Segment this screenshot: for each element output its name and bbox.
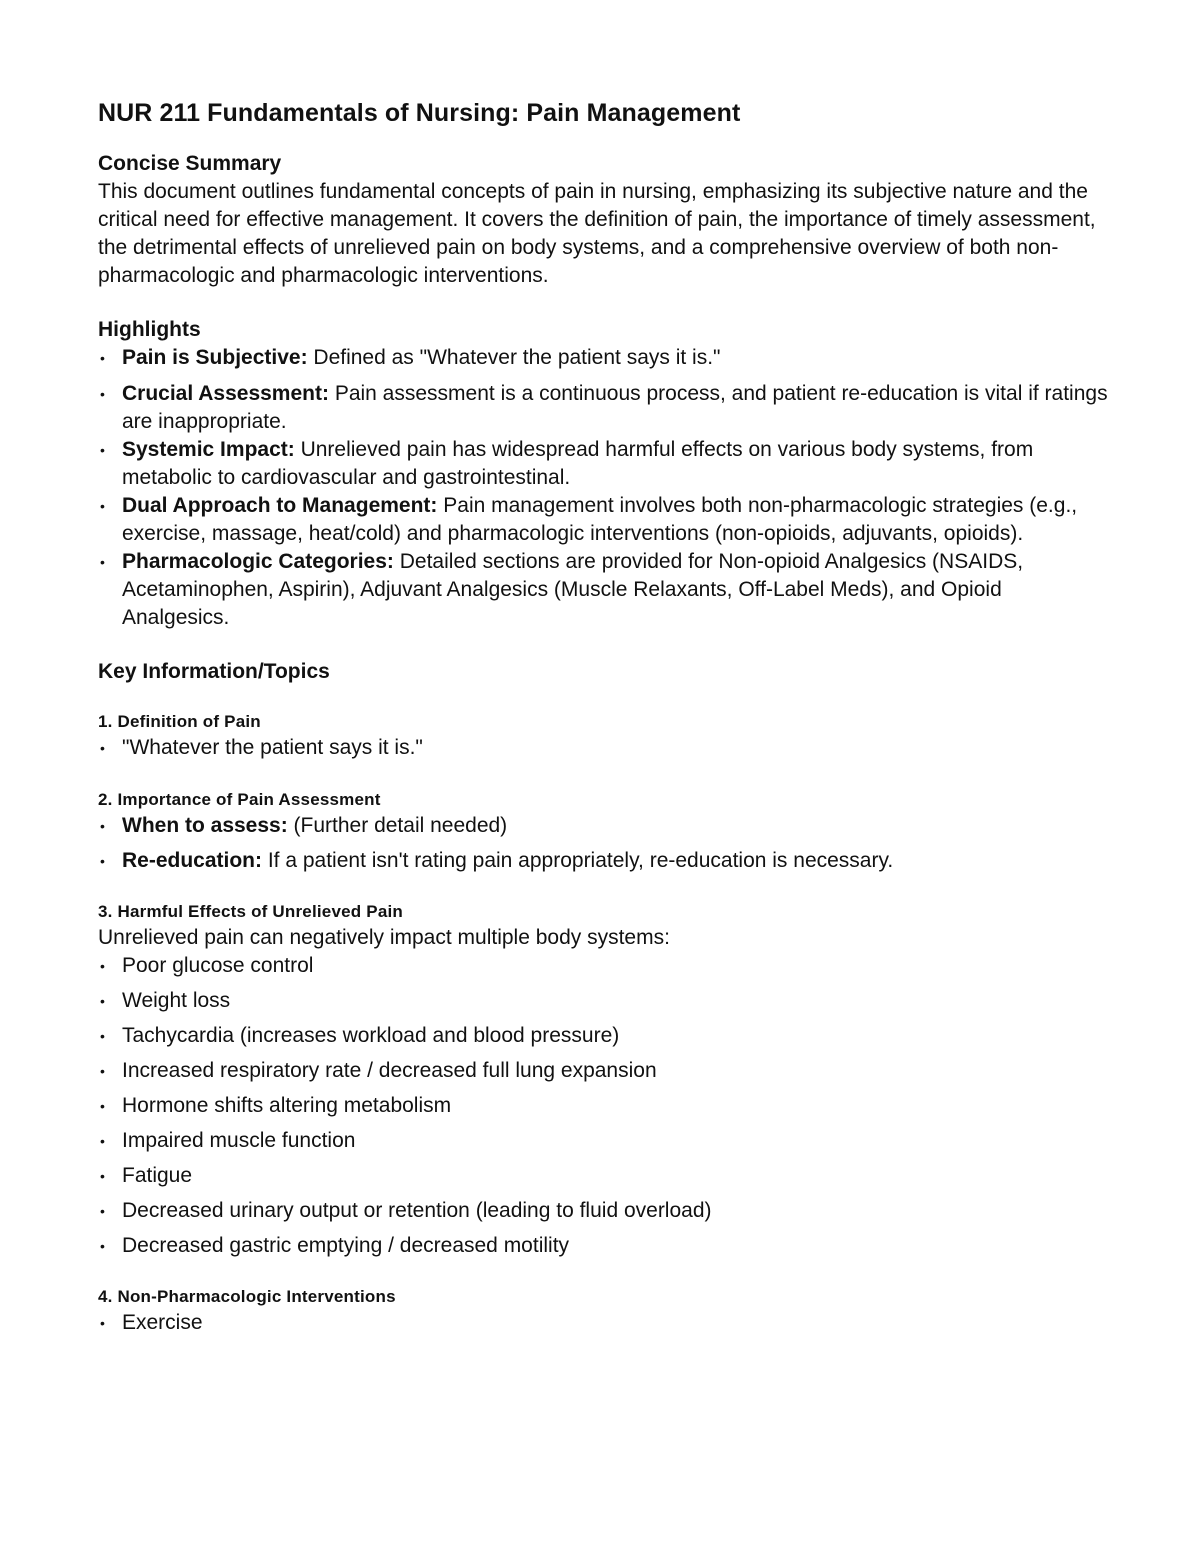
- highlight-text: Pain assessment is a continuous process, and patient re-education is vital if ratings are inappropriate.: [122, 382, 1108, 433]
- list-item: • Exercise: [98, 1309, 1108, 1337]
- assessment-list: [98, 812, 1108, 875]
- item-label: When to assess:: [122, 814, 288, 837]
- section-intro: Unrelieved pain can negatively impact multiple body systems:: [98, 926, 670, 949]
- summary-text: This document outlines fundamental concepts of pain in nursing, emphasizing its subjective nature and the critical need for effective management. It covers the definition of pain, the importance of timely assessment, the detrimental effects of unrelieved pain on body systems, and a comprehensive overview of both non-pharmacologic and pharmacologic interventions.: [98, 180, 1096, 287]
- highlight-label: Pain is Subjective:: [122, 346, 308, 369]
- list-item: • Hormone shifts altering metabolism: [98, 1092, 1108, 1120]
- list-item: [98, 436, 1108, 492]
- highlight-label: Systemic Impact:: [122, 438, 295, 461]
- key-info-heading: Key Information/Topics: [98, 660, 330, 683]
- definition-list: [98, 734, 1108, 762]
- highlight-text: Defined as "Whatever the patient says it is.": [307, 346, 721, 369]
- list-item: [98, 847, 1108, 875]
- list-item: • "Whatever the patient says it is.": [98, 734, 1108, 762]
- list-item: • Decreased gastric emptying / decreased motility: [98, 1232, 1108, 1260]
- list-item: • Fatigue: [98, 1162, 1108, 1190]
- non-pharmacologic-list: [98, 1309, 1108, 1337]
- list-item: • Weight loss: [98, 987, 1108, 1015]
- list-item: • Poor glucose control: [98, 952, 1108, 980]
- document-title: NUR 211 Fundamentals of Nursing: Pain Management: [98, 99, 741, 127]
- highlight-text: Unrelieved pain has widespread harmful effects on various body systems, from metabolic to cardiovascular and gastrointestinal.: [122, 438, 1034, 489]
- section-heading-assessment: 2. Importance of Pain Assessment: [98, 790, 381, 809]
- list-item: [98, 548, 1108, 632]
- section-heading-definition: 1. Definition of Pain: [98, 712, 261, 731]
- highlight-label: Dual Approach to Management:: [122, 494, 438, 517]
- highlight-label: Pharmacologic Categories:: [122, 550, 394, 573]
- list-item: [98, 812, 1108, 840]
- list-item: • Impaired muscle function: [98, 1127, 1108, 1155]
- highlight-text: Detailed sections are provided for Non-opioid Analgesics (NSAIDS, Acetaminophen, Aspirin), Adjuvant Analgesics (Muscle Relaxants, Off-Label Meds), and Opioid Analgesics.: [122, 550, 1024, 629]
- list-item: • Decreased urinary output or retention (leading to fluid overload): [98, 1197, 1108, 1225]
- document-page: [98, 96, 1108, 1337]
- harmful-effects-list: [98, 952, 1108, 1260]
- section-heading-non-pharmacologic: 4. Non-Pharmacologic Interventions: [98, 1287, 396, 1306]
- list-item: [98, 344, 1108, 372]
- item-label: Re-education:: [122, 849, 263, 872]
- list-item: [98, 380, 1108, 436]
- list-item: • Increased respiratory rate / decreased full lung expansion: [98, 1057, 1108, 1085]
- highlight-label: Crucial Assessment:: [122, 382, 329, 405]
- summary-heading: Concise Summary: [98, 152, 282, 175]
- list-item: • Tachycardia (increases workload and blood pressure): [98, 1022, 1108, 1050]
- section-heading-harmful-effects: 3. Harmful Effects of Unrelieved Pain: [98, 902, 403, 921]
- item-text: If a patient isn't rating pain appropriately, re-education is necessary.: [262, 849, 894, 872]
- list-item: [98, 492, 1108, 548]
- highlights-list: [98, 344, 1108, 632]
- highlight-text: Pain management involves both non-pharmacologic strategies (e.g., exercise, massage, heat/cold) and pharmacologic interventions (non-opioids, adjuvants, opioids).: [122, 494, 1078, 545]
- item-text: (Further detail needed): [287, 814, 508, 837]
- highlights-heading: Highlights: [98, 318, 201, 341]
